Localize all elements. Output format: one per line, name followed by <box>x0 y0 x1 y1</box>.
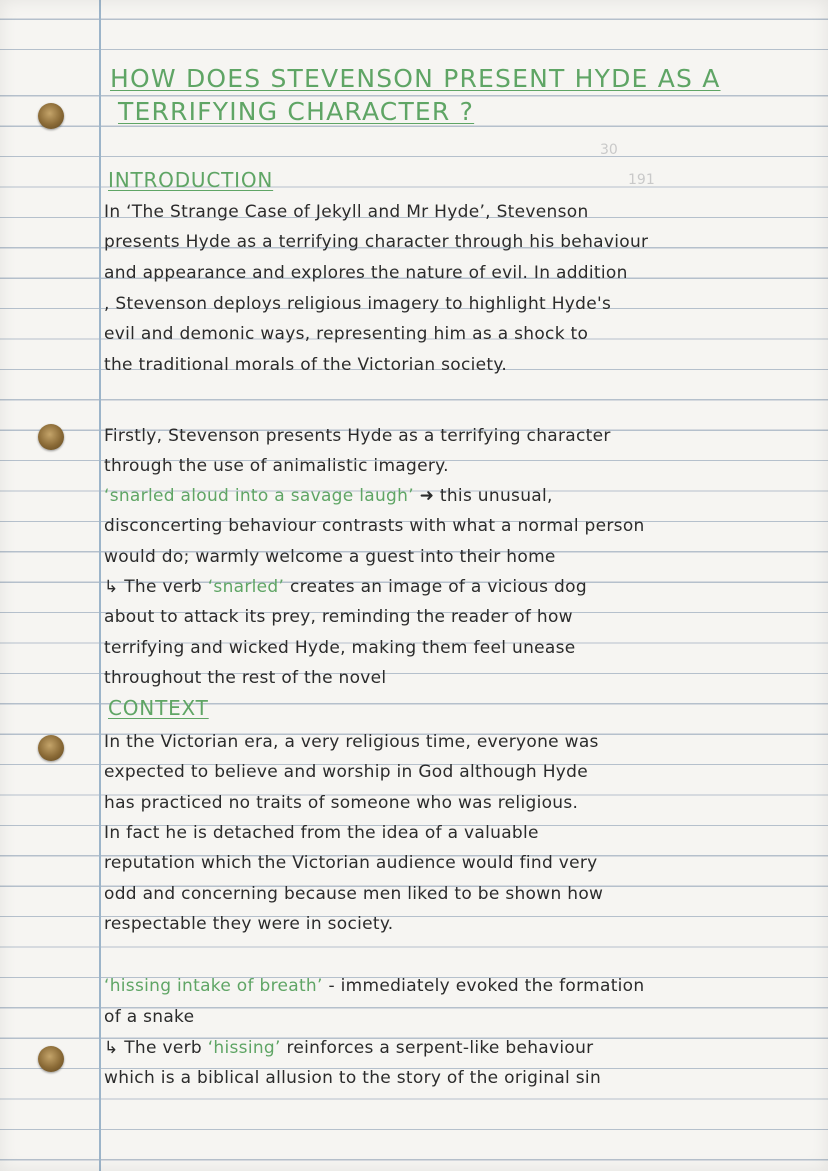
page-title-line-1: HOW DOES STEVENSON PRESENT HYDE AS A <box>110 64 721 93</box>
faint-mark: 191 <box>628 172 655 188</box>
page-title-line-2: TERRIFYING CHARACTER ? <box>118 97 475 126</box>
intro-line: and appearance and explores the nature of evil. In addition <box>104 263 628 283</box>
context-line: odd and concerning because men liked to be shown how <box>104 884 604 904</box>
para2-line: which is a biblical allusion to the story of the original sin <box>104 1068 602 1088</box>
para1-line: Firstly, Stevenson presents Hyde as a terrifying character <box>104 426 611 446</box>
para1-line6-post: creates an image of a vicious dog <box>289 577 587 597</box>
context-heading: CONTEXT <box>108 696 209 720</box>
intro-line: the traditional morals of the Victorian society. <box>104 355 508 375</box>
para2-line3-post: reinforces a serpent-like behaviour <box>286 1038 594 1058</box>
context-line: In the Victorian era, a very religious time, everyone was <box>104 732 599 752</box>
faint-mark: 30 <box>600 142 618 158</box>
intro-line: presents Hyde as a terrifying character through his behaviour <box>104 232 649 252</box>
para2-line: of a snake <box>104 1007 195 1027</box>
punch-hole <box>38 424 64 450</box>
context-line: respectable they were in society. <box>104 914 394 934</box>
para1-line: throughout the rest of the novel <box>104 668 387 688</box>
context-line: In fact he is detached from the idea of a valuable <box>104 823 539 843</box>
para1-line: terrifying and wicked Hyde, making them feel unease <box>104 638 576 658</box>
para2-line <box>104 974 820 998</box>
quote-hissing: ‘hissing intake of breath’ <box>104 976 323 996</box>
quote-snarled: ‘snarled aloud into a savage laugh’ <box>104 486 414 506</box>
para1-line: through the use of animalistic imagery. <box>104 456 449 476</box>
para1-line <box>104 484 820 508</box>
intro-line: In ‘The Strange Case of Jekyll and Mr Hyde’, Stevenson <box>104 202 589 222</box>
para1-line: about to attack its prey, reminding the reader of how <box>104 607 573 627</box>
context-line: has practiced no traits of someone who was religious. <box>104 793 579 813</box>
para2-line <box>104 1036 820 1060</box>
para1-line3-rest: ➜ this unusual, <box>419 486 553 506</box>
arrow-bullet: ↳ The verb <box>104 577 202 597</box>
para1-line <box>104 575 820 599</box>
punch-hole <box>38 735 64 761</box>
verb-hissing: ‘hissing’ <box>207 1038 281 1058</box>
intro-line: evil and demonic ways, representing him as a shock to <box>104 324 589 344</box>
para1-line: disconcerting behaviour contrasts with what a normal person <box>104 516 645 536</box>
punch-hole <box>38 1046 64 1072</box>
context-line: reputation which the Victorian audience would find very <box>104 853 598 873</box>
arrow-bullet: ↳ The verb <box>104 1038 202 1058</box>
verb-snarled: ‘snarled’ <box>207 577 285 597</box>
intro-heading: INTRODUCTION <box>108 168 274 192</box>
intro-line: , Stevenson deploys religious imagery to highlight Hyde's <box>104 294 612 314</box>
para2-line1-rest: - immediately evoked the formation <box>328 976 645 996</box>
context-line: expected to believe and worship in God although Hyde <box>104 762 589 782</box>
para1-line: would do; warmly welcome a guest into their home <box>104 547 556 567</box>
punch-hole <box>38 103 64 129</box>
